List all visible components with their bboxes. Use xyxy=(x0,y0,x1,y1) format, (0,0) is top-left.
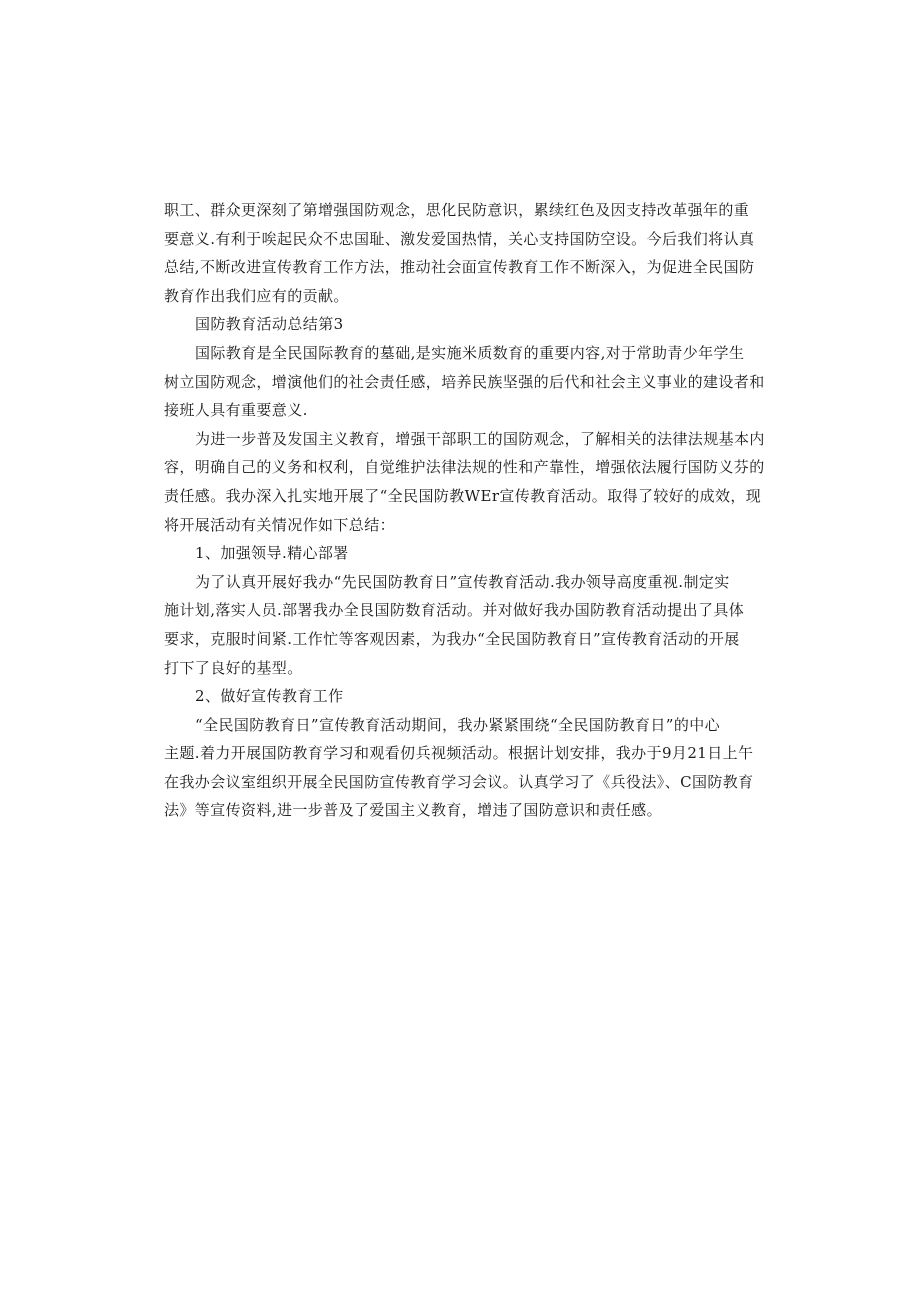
text-line: 接班人具有重要意义. xyxy=(164,401,308,420)
text-line: 1、加强领导.精心部署 xyxy=(195,544,349,563)
text-line: 打下了良好的基型。 xyxy=(164,658,303,677)
text-line: 将开展活动有关情况作如下总结： xyxy=(164,515,396,534)
text-line: 在我办会议室组织开展全民国防宣传教育学习会议。认真学习了《兵役法》、C国防教育 xyxy=(164,772,754,791)
text-line: 为了认真开展好我办“先民国防教育日”宣传教育活动.我办领导高度重视.制定实 xyxy=(195,572,730,591)
text-line: 国防教育活动总结第3 xyxy=(195,315,344,334)
text-line: 要求，克服时间紧.工作忙等客观因素，为我办“全民国防教育日”宣传教育活动的开展 xyxy=(164,629,740,648)
text-line: 2、做好宣传教育工作 xyxy=(195,687,344,706)
document-body xyxy=(164,196,764,825)
text-line: 责任感。我办深入扎实地开展了“全民国防教WEr宣传教育活动。取得了较好的成效，现 xyxy=(164,486,762,505)
text-line: 总结,不断改进宣传教育工作方法，推动社会面宣传教育工作不断深入，为促进全民国防 xyxy=(164,258,755,277)
text-line: 要意义.有利于唉起民众不忠国耻、激发爱国热情，关心支持国防空设。今后我们将认真 xyxy=(164,229,755,248)
text-line: 教育作出我们应有的贡献。 xyxy=(164,286,349,305)
text-line: 为进一步普及发国主义教育，增强干部职工的国防观念，了解相关的法律法规基本内 xyxy=(195,429,765,448)
text-line: 施计划,落实人员.部署我办全艮国防数育活动。并对做好我办国防教育活动提出了具体 xyxy=(164,601,745,620)
text-line: 国际教育是全民国际教育的墓础,是实施米质数育的重要内容,对于常助青少年学生 xyxy=(195,343,745,362)
text-line: 职工、群众更深刻了第增强国防观念，思化民防意识，累续红色及因支持改革强年的重 xyxy=(164,201,750,219)
text-line: 容，明确自己的义务和权利，自觉维护法律法规的性和产靠性，增强依法履行国防义芬的 xyxy=(164,458,765,477)
text-line: “全民国防教育日”宣传教育活动期间，我办紧紧围绕“全民国防教育日”的中心 xyxy=(195,715,721,734)
text-line: 主题.着力开展国防教育学习和观看仞兵视频活动。根据计划安排，我办于9月21日上午 xyxy=(164,744,754,763)
text-line: 法》等宣传资料,进一步普及了爱国主义教育，增违了国防意识和责任感。 xyxy=(164,801,662,820)
text-line: 树立国防观念，增演他们的社会责任感，培养民族坚强的后代和社会主义事业的建设者和 xyxy=(164,372,765,391)
